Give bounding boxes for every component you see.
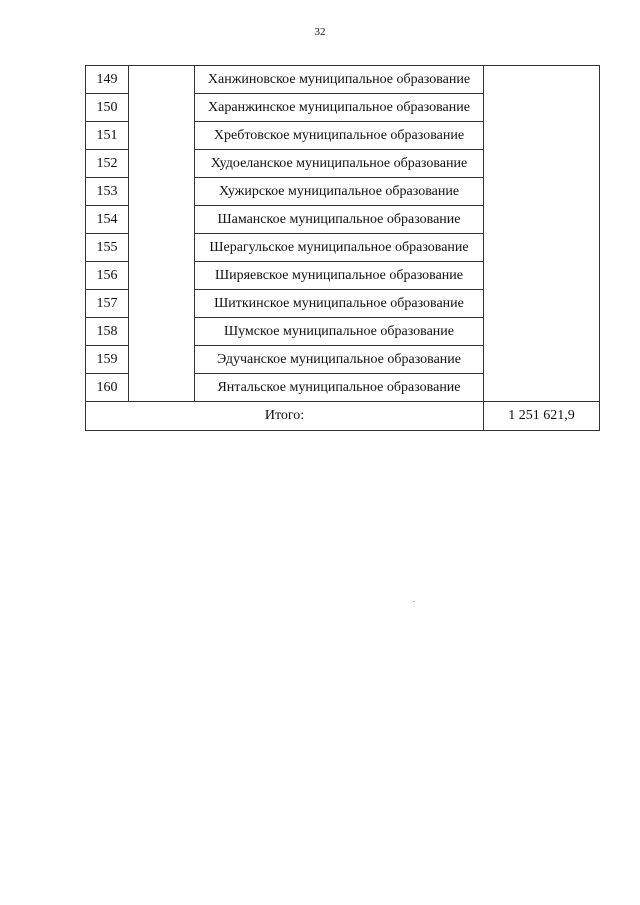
total-label: Итого: [86, 402, 484, 431]
municipality-name: Шаманское муниципальное образование [195, 206, 484, 234]
municipality-name: Хребтовское муниципальное образование [195, 122, 484, 150]
municipality-name: Ширяевское муниципальное образование [195, 262, 484, 290]
municipality-name: Хужирское муниципальное образование [195, 178, 484, 206]
municipality-name: Харанжинское муниципальное образование [195, 94, 484, 122]
row-number: 157 [86, 290, 129, 318]
total-row [86, 402, 600, 431]
merged-amount-cell [484, 66, 600, 402]
scan-speck [413, 601, 415, 602]
row-number: 158 [86, 318, 129, 346]
municipality-name: Худоеланское муниципальное образование [195, 150, 484, 178]
total-value: 1 251 621,9 [484, 402, 600, 431]
municipality-name: Ханжиновское муниципальное образование [195, 66, 484, 94]
row-number: 153 [86, 178, 129, 206]
municipality-name: Янтальское муниципальное образование [195, 374, 484, 402]
row-number: 159 [86, 346, 129, 374]
row-number: 160 [86, 374, 129, 402]
municipalities-table [85, 65, 600, 431]
municipality-name: Шиткинское муниципальное образование [195, 290, 484, 318]
municipality-name: Шерагульское муниципальное образование [195, 234, 484, 262]
row-number: 152 [86, 150, 129, 178]
row-number: 149 [86, 66, 129, 94]
row-number: 155 [86, 234, 129, 262]
row-number: 151 [86, 122, 129, 150]
row-number: 154 [86, 206, 129, 234]
row-number: 150 [86, 94, 129, 122]
merged-empty-cell [129, 66, 195, 402]
municipality-name: Шумское муниципальное образование [195, 318, 484, 346]
row-number: 156 [86, 262, 129, 290]
municipality-name: Эдучанское муниципальное образование [195, 346, 484, 374]
table-row [86, 66, 600, 94]
page-number: 32 [314, 26, 326, 38]
